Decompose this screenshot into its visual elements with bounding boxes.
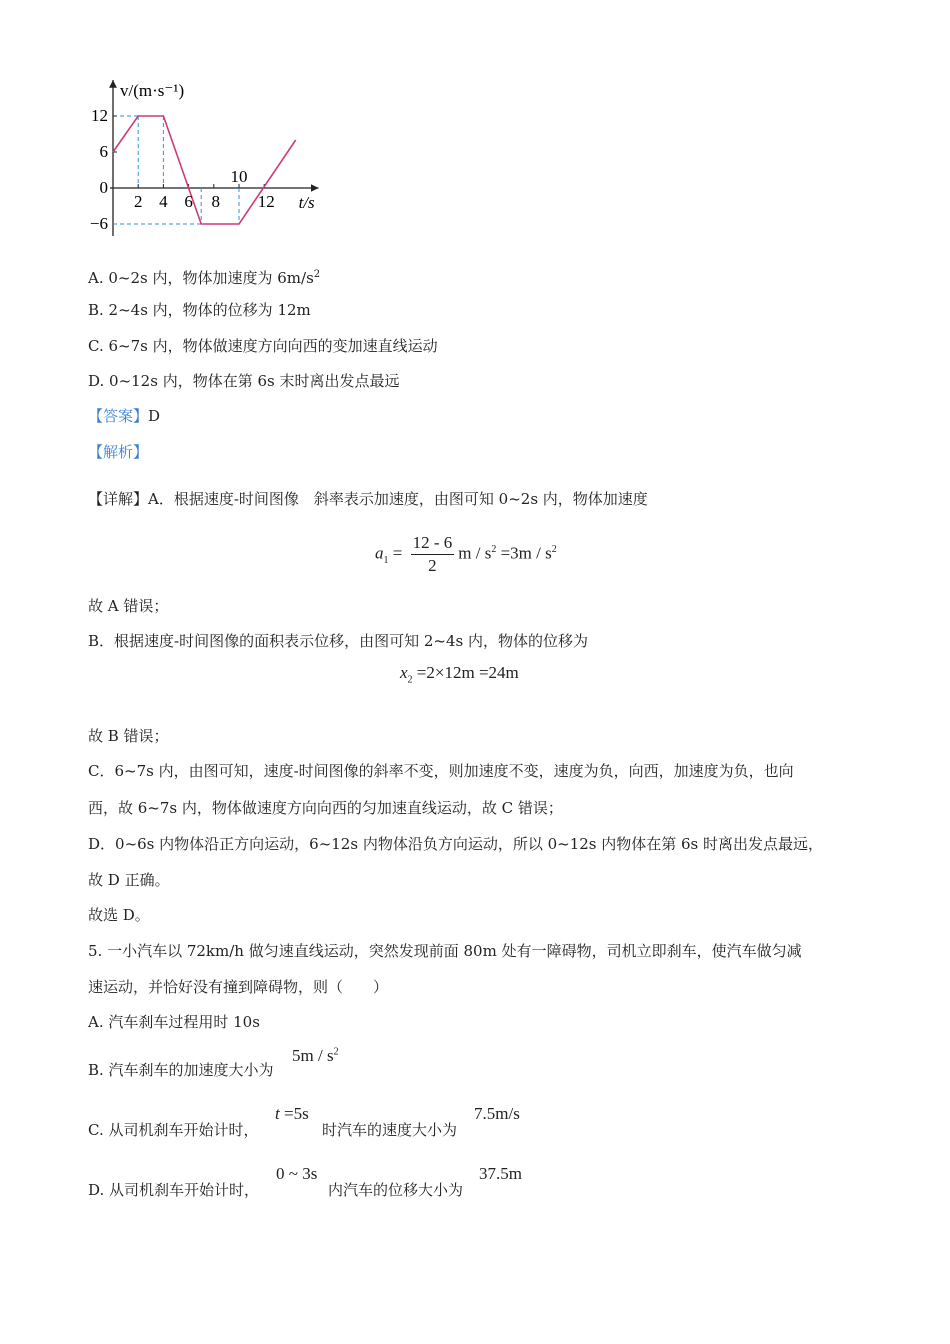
answer-line: [88, 406, 160, 426]
c-explain-2: 西，故 6~7s 内，物体做速度方向向西的匀加速直线运动，故 C 错误；: [88, 799, 563, 817]
q4-option-a: A. 0~2s 内，物体加速度为 $6m/s^2$: [88, 269, 321, 287]
c-explain-1: C．6~7s 内，由图可知，速度-时间图像的斜率不变，则加速度不变，速度为负，向西，加速度为负，也向: [88, 762, 794, 780]
x-tick-label: 6: [184, 192, 193, 211]
q5-option-c-mid: 时汽车的速度大小为: [322, 1121, 458, 1139]
equation-a-fraction: $\frac{12 - 6}{2}$: [412, 533, 453, 575]
d-explain-2: 故 D 正确。: [88, 871, 170, 889]
d-explain-1: D．0~6s 内物体沿正方向运动，6~12s 内物体沿负方向运动，所以 0~12s 内物体在第 6s 时离出发点最远，: [88, 835, 824, 853]
y-tick-label: −6: [89, 214, 108, 233]
equation-a: $a_1$ = $\frac{12 - 6}{2}$ $m / s^2 =3m / s^2$: [375, 533, 557, 575]
x-tick-label: 2: [133, 192, 143, 211]
q5-option-b-value: $5m / s^2$: [292, 1046, 339, 1065]
q5-option-c: C. 从司机刹车开始计时，: [88, 1121, 259, 1139]
q5-option-d: D. 从司机刹车开始计时，: [88, 1181, 260, 1199]
b-wrong: 故 B 错误；: [88, 727, 169, 745]
answer-tag: 【答案】: [88, 407, 149, 425]
q5-option-d-range: 0 ~ 3s: [276, 1164, 318, 1183]
q5-option-d-value: 37.5m: [479, 1164, 522, 1183]
analysis-tag: 【解析】: [88, 443, 149, 461]
q4-option-b: B. 2~4s 内，物体的位移为 12m: [88, 301, 311, 319]
detail-heading: 【详解】A．根据速度-时间图像 斜率表示加速度，由图可知 0~2s 内，物体加速度: [88, 490, 648, 508]
q5-option-c-value: 7.5m/s: [474, 1104, 520, 1123]
q5-option-d-mid: 内汽车的位移大小为: [328, 1181, 464, 1199]
x-axis-label: t/s: [298, 193, 315, 212]
answer-value: D: [148, 407, 161, 425]
y-tick-label: 6: [99, 142, 108, 161]
x-tick-label: 12: [257, 192, 275, 211]
a-wrong: 故 A 错误；: [88, 597, 169, 615]
q4-option-c: C. 6~7s 内，物体做速度方向向西的变加速直线运动: [88, 337, 438, 355]
q5-option-c-time: t =5s: [275, 1104, 309, 1123]
q5-option-b: B. 汽车刹车的加速度大小为: [88, 1061, 274, 1079]
x-tick-label: 10: [230, 167, 248, 186]
x-tick-label: 8: [211, 192, 221, 211]
y-axis-label: v/(m·s⁻¹): [120, 81, 185, 100]
q5-stem-2: 速运动，并恰好没有撞到障碍物，则（ ）: [88, 978, 389, 996]
q5-stem-1: 5. 一小汽车以 72km/h 做匀速直线运动，突然发现前面 80m 处有一障碍物，司机立即刹车，使汽车做匀减: [88, 942, 802, 960]
x-tick-label: 4: [159, 192, 168, 211]
b-explain: B．根据速度-时间图像的面积表示位移，由图可知 2~4s 内，物体的位移为: [88, 632, 588, 650]
q5-option-a: A. 汽车刹车过程用时 10s: [88, 1013, 260, 1031]
y-tick-label: 0: [99, 178, 108, 197]
y-tick-label: 12: [91, 106, 108, 125]
vt-chart: [78, 75, 338, 250]
equation-b: $x_2 =2\times 12m =24m$: [400, 663, 519, 686]
choose-line: 故选 D。: [88, 906, 150, 924]
q4-option-d: D. 0~12s 内，物体在第 6s 末时离出发点最远: [88, 372, 400, 390]
